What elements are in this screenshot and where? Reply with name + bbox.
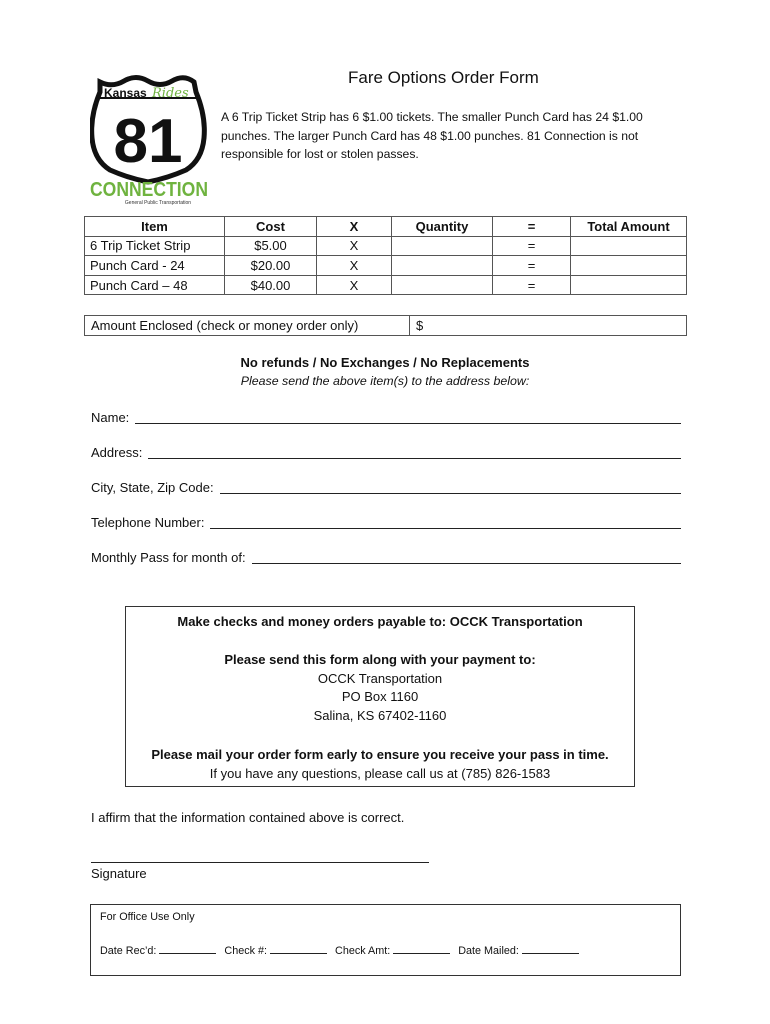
item-cost: $20.00	[225, 256, 317, 276]
date-received-label: Date Rec’d:	[100, 945, 157, 957]
item-name: Punch Card – 48	[85, 275, 225, 295]
address-input[interactable]	[148, 443, 681, 459]
name-input[interactable]	[135, 408, 681, 424]
item-x: X	[317, 236, 392, 256]
monthly-pass-label: Monthly Pass for month of:	[91, 550, 246, 565]
date-received-blank[interactable]	[159, 943, 216, 954]
fare-options-table	[84, 216, 687, 295]
date-mailed-label: Date Mailed:	[458, 945, 519, 957]
monthly-pass-field	[91, 544, 681, 566]
quantity-cell[interactable]	[392, 275, 493, 295]
date-mailed-blank[interactable]	[522, 943, 579, 954]
table-header-row	[85, 217, 687, 237]
kansas-rides-81-connection-logo	[90, 72, 214, 206]
mail-early-notice: Please mail your order form early to ensure you receive your pass in time.	[151, 747, 609, 762]
check-amount-label: Check Amt:	[335, 945, 391, 957]
name-label: Name:	[91, 410, 130, 425]
item-name: Punch Card - 24	[85, 256, 225, 276]
check-number-blank[interactable]	[270, 943, 327, 954]
header-item: Item	[85, 217, 225, 237]
mailing-address-line: PO Box 1160	[341, 689, 419, 704]
payable-to: Make checks and money orders payable to: OCCK Transportation	[177, 614, 583, 629]
total-amount-cell[interactable]	[571, 256, 687, 276]
header-x: X	[317, 217, 392, 237]
city-state-zip-label: City, State, Zip Code:	[91, 480, 214, 495]
total-amount-cell[interactable]	[571, 236, 687, 256]
amount-enclosed-row	[85, 316, 687, 336]
office-use-fields	[100, 943, 584, 957]
item-equals: =	[493, 256, 571, 276]
amount-enclosed-table	[84, 315, 687, 336]
address-label: Address:	[91, 445, 143, 460]
mailing-address-line: OCCK Transportation	[317, 671, 443, 686]
item-equals: =	[493, 275, 571, 295]
check-amount-blank[interactable]	[393, 943, 450, 954]
amount-enclosed-field[interactable]: $	[410, 316, 687, 336]
send-instruction: Please send the above item(s) to the address below:	[240, 374, 530, 388]
quantity-cell[interactable]	[392, 236, 493, 256]
logo-top-word: Kansas	[104, 86, 147, 100]
table-row	[85, 256, 687, 276]
office-use-box	[90, 904, 681, 976]
signature-line[interactable]	[91, 862, 429, 863]
header-cost: Cost	[225, 217, 317, 237]
refund-policy: No refunds / No Exchanges / No Replacements	[240, 355, 530, 370]
logo-script-word: Rides	[152, 86, 189, 101]
item-cost: $5.00	[225, 236, 317, 256]
table-row	[85, 275, 687, 295]
affirmation-text: I affirm that the information contained above is correct.	[91, 810, 405, 825]
intro-line: punches. The larger Punch Card has 48 $1.00 punches. 81 Connection is not	[221, 128, 639, 143]
item-equals: =	[493, 236, 571, 256]
item-cost: $40.00	[225, 275, 317, 295]
telephone-field	[91, 509, 681, 531]
total-amount-cell[interactable]	[571, 275, 687, 295]
check-number-label: Check #:	[224, 945, 268, 957]
questions-phone: If you have any questions, please call us at (785) 826-1583	[209, 766, 551, 781]
amount-enclosed-label: Amount Enclosed (check or money order only)	[85, 316, 410, 336]
logo-route-number: 81	[113, 107, 183, 176]
telephone-input[interactable]	[210, 513, 681, 529]
signature-label: Signature	[91, 866, 147, 881]
office-use-heading: For Office Use Only	[100, 911, 195, 923]
monthly-pass-input[interactable]	[252, 548, 681, 564]
logo-brand: CONNECTION	[90, 179, 208, 201]
intro-line: responsible for lost or stolen passes.	[221, 147, 419, 161]
intro-text	[221, 108, 671, 164]
item-x: X	[317, 256, 392, 276]
logo-tagline: General Public Transportation	[124, 200, 192, 206]
address-field	[91, 439, 681, 461]
city-state-zip-field	[91, 474, 681, 496]
form-title: Fare Options Order Form	[348, 68, 539, 87]
table-row	[85, 236, 687, 256]
mailing-address-line: Salina, KS 67402-1160	[313, 708, 447, 723]
telephone-label: Telephone Number:	[91, 515, 205, 530]
route-shield-icon	[90, 72, 214, 206]
header-total-amount: Total Amount	[571, 217, 687, 237]
header-quantity: Quantity	[392, 217, 493, 237]
quantity-cell[interactable]	[392, 256, 493, 276]
item-name: 6 Trip Ticket Strip	[85, 236, 225, 256]
send-form-heading: Please send this form along with your payment to:	[224, 652, 536, 667]
city-state-zip-input[interactable]	[220, 478, 681, 494]
header-equals: =	[493, 217, 571, 237]
name-field	[91, 404, 681, 426]
intro-line: A 6 Trip Ticket Strip has 6 $1.00 tickets. The smaller Punch Card has 24 $1.00	[221, 110, 643, 124]
item-x: X	[317, 275, 392, 295]
payment-info-box	[125, 606, 635, 787]
